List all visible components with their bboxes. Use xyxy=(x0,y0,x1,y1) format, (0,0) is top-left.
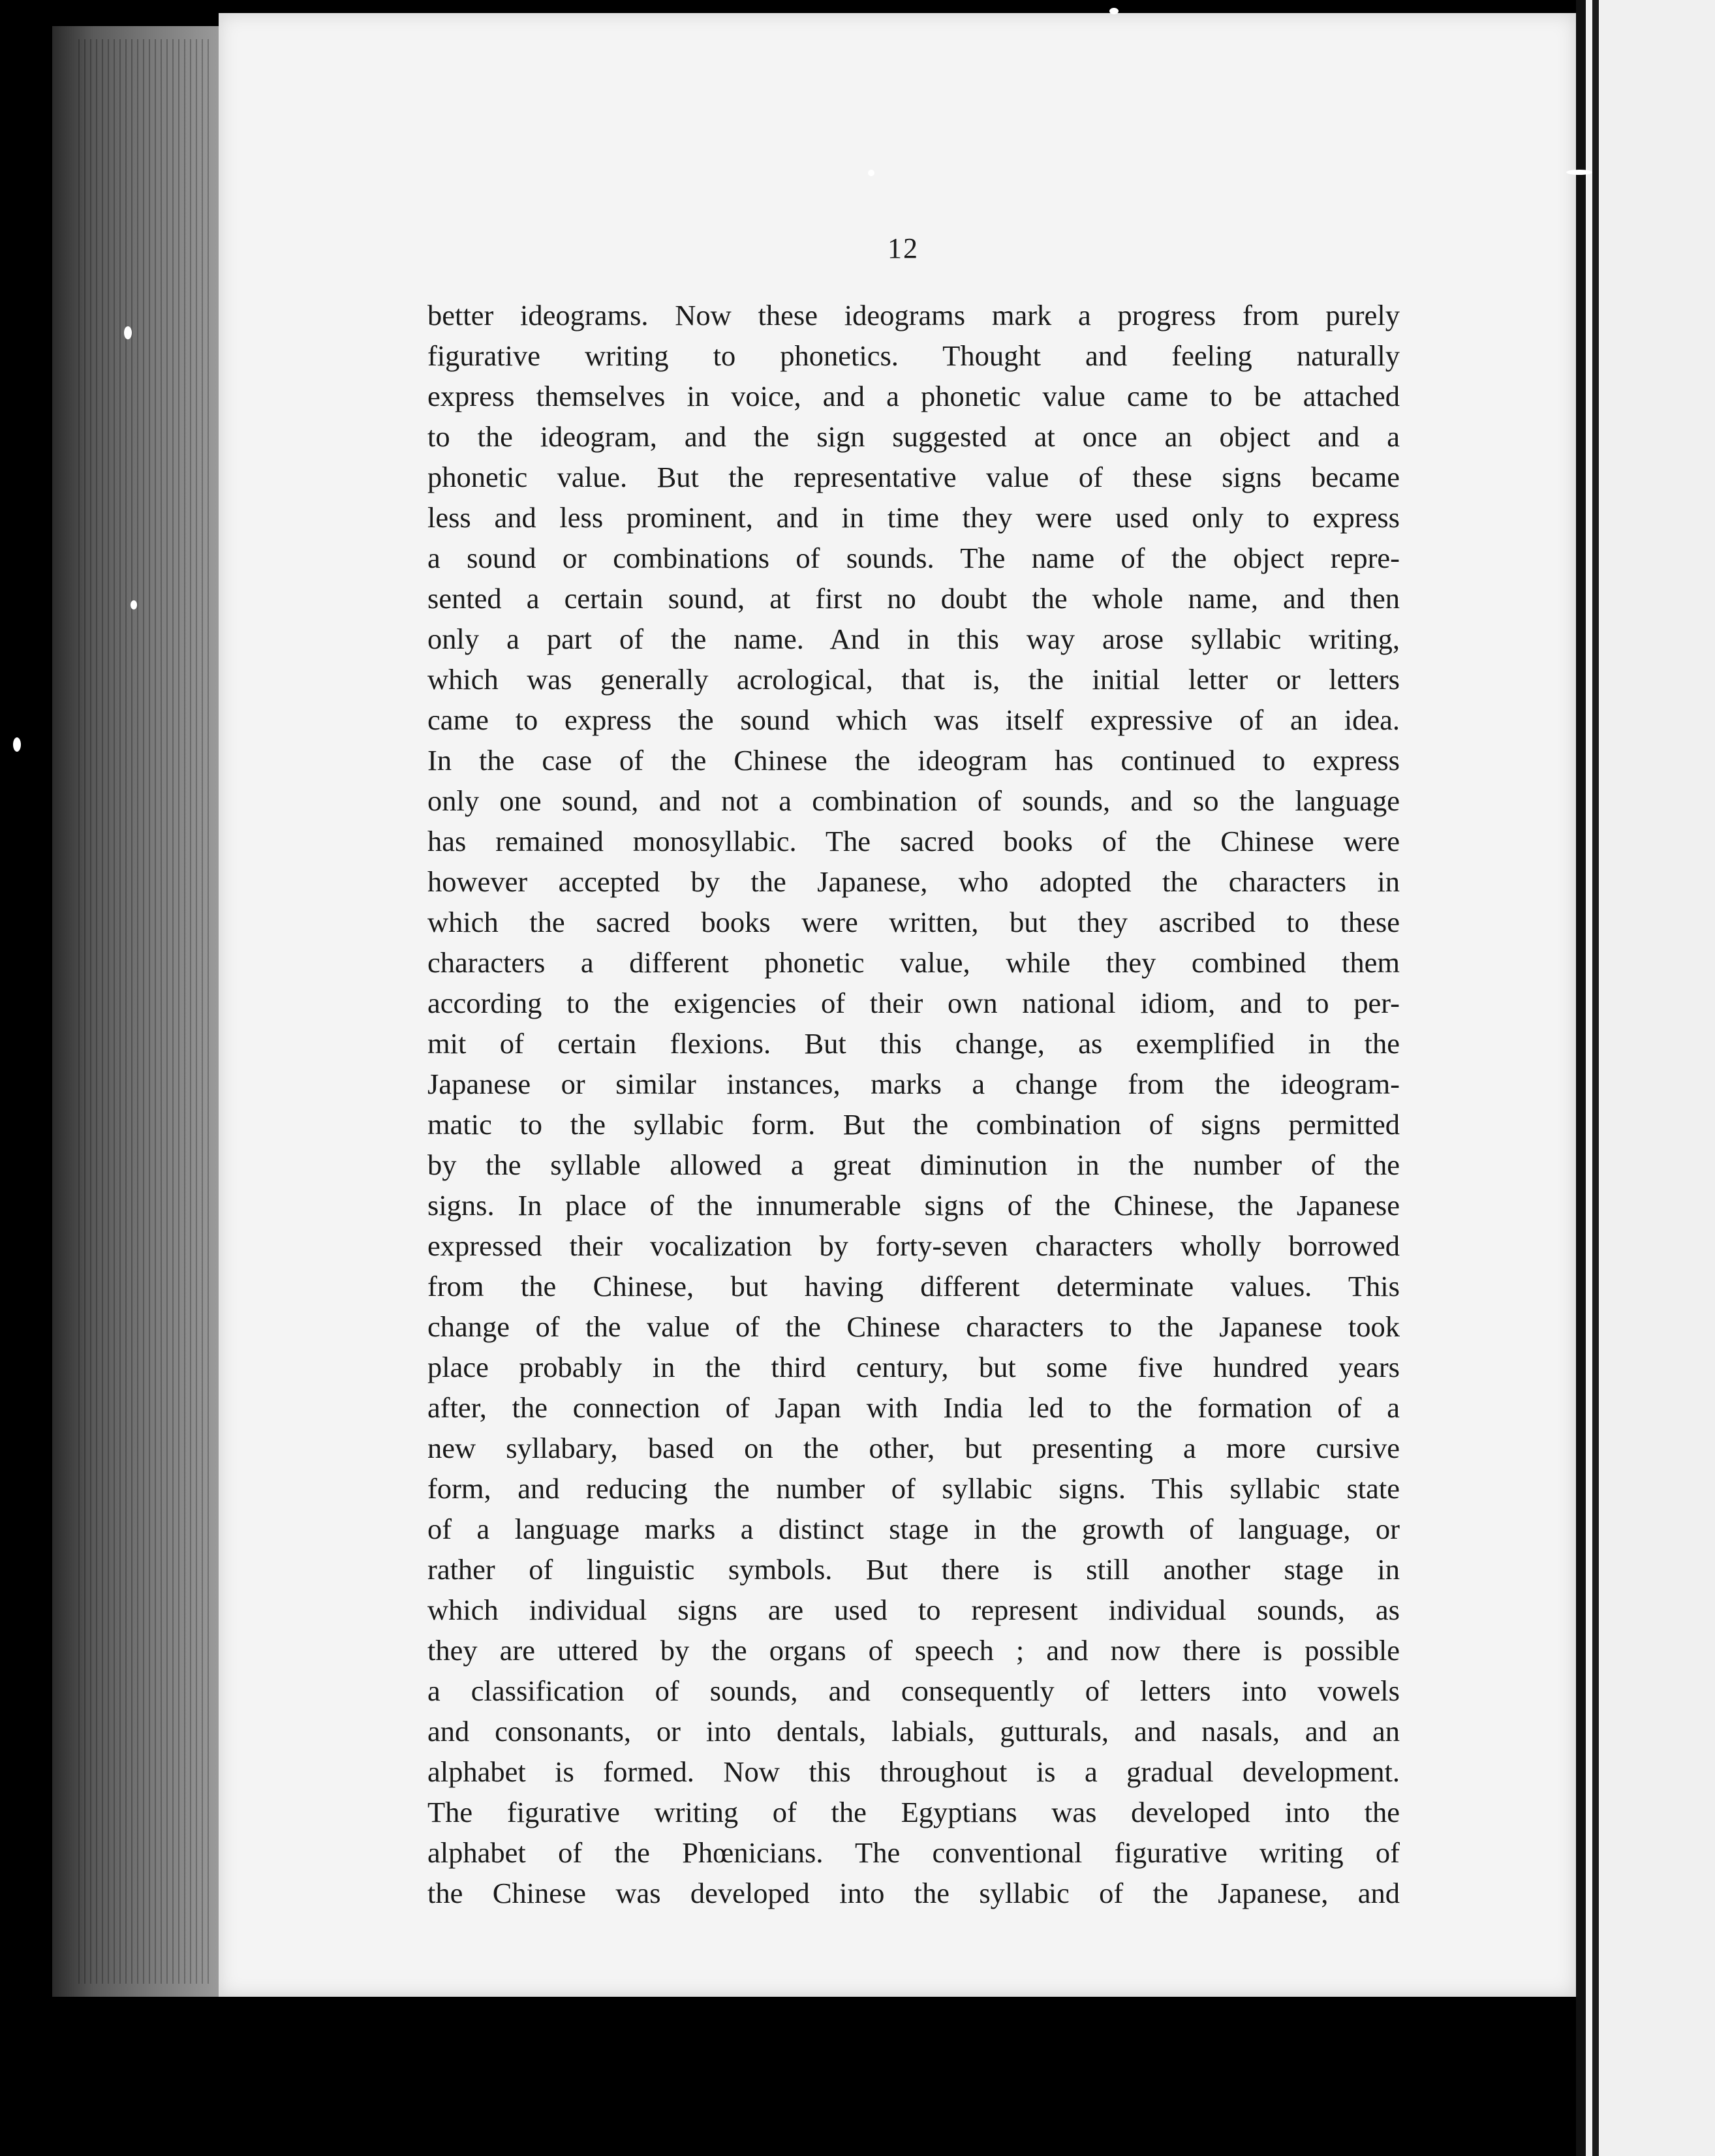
scan-speck xyxy=(131,600,137,609)
text-line: less and less prominent, and in time they were used only to express xyxy=(427,501,1400,534)
text-line: change of the value of the Chinese characters to the Japanese took xyxy=(427,1310,1400,1343)
text-line: which the sacred books were written, but they ascribed to these xyxy=(427,906,1400,938)
text-line: which individual signs are used to represent individual sounds, as xyxy=(427,1594,1400,1626)
text-line: expressed their vocalization by forty-seven characters wholly borrowed xyxy=(427,1229,1400,1262)
text-line: mit of certain flexions. But this change, as exemplified in the xyxy=(427,1027,1400,1060)
text-line: and consonants, or into dentals, labials, gutturals, and nasals, and an xyxy=(427,1715,1400,1748)
scan-speck xyxy=(1566,170,1592,175)
text-line: better ideograms. Now these ideograms mark a progress from purely xyxy=(427,299,1400,331)
text-line: form, and reducing the number of syllabic signs. This syllabic state xyxy=(427,1472,1400,1505)
page-edge-lines xyxy=(78,39,209,1984)
text-line: they are uttered by the organs of speech ; and now there is possible xyxy=(427,1634,1400,1667)
text-line: The figurative writing of the Egyptians was developed into the xyxy=(427,1796,1400,1828)
scan-speck xyxy=(1109,8,1119,14)
scan-speck xyxy=(868,170,874,176)
text-line: alphabet of the Phœnicians. The conventional figurative writing of xyxy=(427,1836,1400,1869)
facing-page-strip xyxy=(1586,0,1715,2156)
text-line: signs. In place of the innumerable signs of the Chinese, the Japanese xyxy=(427,1189,1400,1222)
text-line: matic to the syllabic form. But the combination of signs permitted xyxy=(427,1108,1400,1141)
text-line: In the case of the Chinese the ideogram has continued to express xyxy=(427,744,1400,777)
scan-speck xyxy=(13,737,21,752)
page-number: 12 xyxy=(888,232,919,264)
scan-speck xyxy=(124,326,132,339)
text-line: Japanese or similar instances, marks a change from the ideogram- xyxy=(427,1068,1400,1100)
text-line: a sound or combinations of sounds. The name of the object repre- xyxy=(427,542,1400,574)
text-line: alphabet is formed. Now this throughout is a gradual development. xyxy=(427,1755,1400,1788)
text-line: of a language marks a distinct stage in the growth of language, or xyxy=(427,1513,1400,1545)
text-line: sented a certain sound, at first no doubt the whole name, and then xyxy=(427,582,1400,615)
text-line: only a part of the name. And in this way arose syllabic writing, xyxy=(427,623,1400,655)
text-line: however accepted by the Japanese, who adopted the characters in xyxy=(427,865,1400,898)
text-line: came to express the sound which was itself expressive of an idea. xyxy=(427,703,1400,736)
binding-line xyxy=(1592,0,1599,2156)
text-line: figurative writing to phonetics. Thought and feeling naturally xyxy=(427,339,1400,372)
text-line: after, the connection of Japan with India led to the formation of a xyxy=(427,1391,1400,1424)
text-line: from the Chinese, but having different determinate values. This xyxy=(427,1270,1400,1302)
text-line: rather of linguistic symbols. But there is still another stage in xyxy=(427,1553,1400,1586)
text-line: has remained monosyllabic. The sacred books of the Chinese were xyxy=(427,825,1400,857)
text-line: the Chinese was developed into the syllabic of the Japanese, and xyxy=(427,1877,1400,1909)
text-line: a classification of sounds, and consequently of letters into vowels xyxy=(427,1674,1400,1707)
text-line: according to the exigencies of their own national idiom, and to per- xyxy=(427,987,1400,1019)
body-text xyxy=(427,295,1400,1913)
text-line: only one sound, and not a combination of sounds, and so the language xyxy=(427,784,1400,817)
text-line: which was generally acrological, that is, the initial letter or letters xyxy=(427,663,1400,696)
text-line: express themselves in voice, and a phonetic value came to be attached xyxy=(427,380,1400,412)
text-line: phonetic value. But the representative value of these signs became xyxy=(427,461,1400,493)
text-line: new syllabary, based on the other, but presenting a more cursive xyxy=(427,1432,1400,1464)
text-line: to the ideogram, and the sign suggested at once an object and a xyxy=(427,420,1400,453)
text-line: characters a different phonetic value, while they combined them xyxy=(427,946,1400,979)
text-line: place probably in the third century, but some five hundred years xyxy=(427,1351,1400,1383)
text-line: by the syllable allowed a great diminution in the number of the xyxy=(427,1148,1400,1181)
